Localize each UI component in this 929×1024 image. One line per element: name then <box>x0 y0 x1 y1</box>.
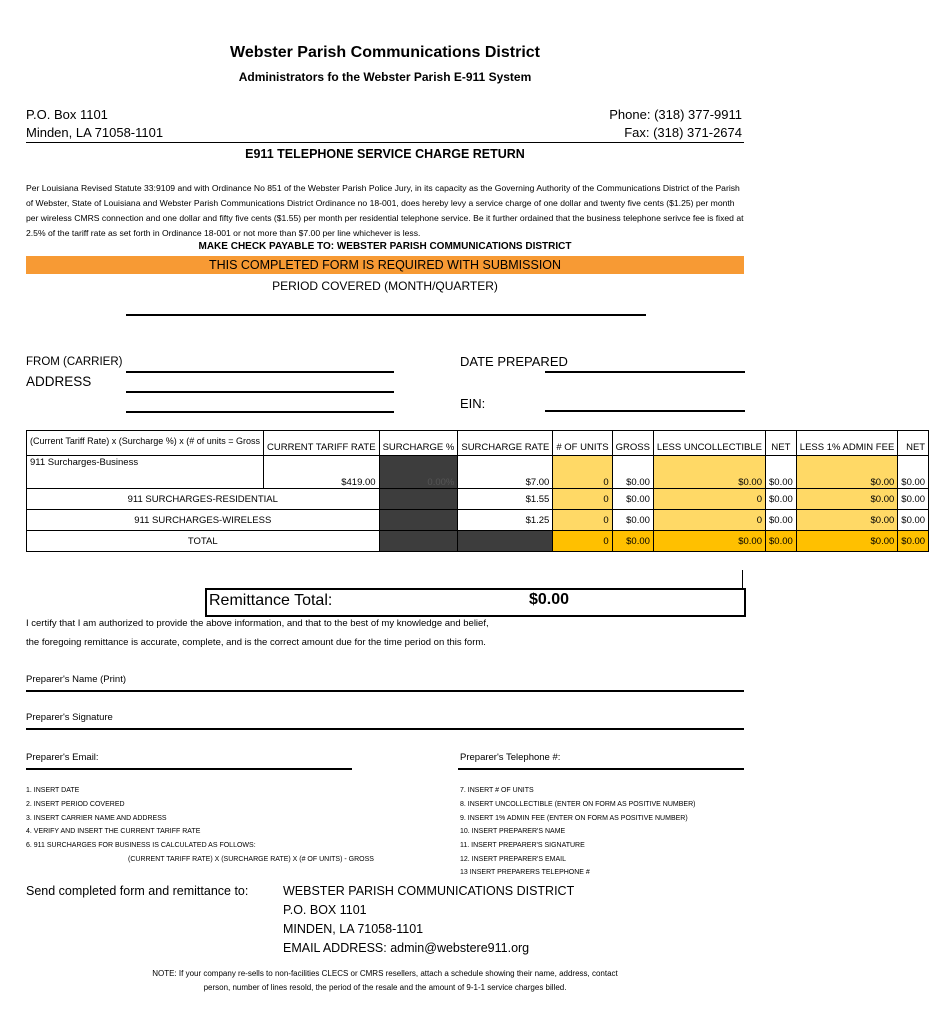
period-label: PERIOD COVERED (MONTH/QUARTER) <box>272 279 498 293</box>
divider <box>26 142 744 143</box>
header-uncollectible: LESS UNCOLLECTIBLE <box>653 431 765 456</box>
preparer-name-line[interactable] <box>26 690 744 692</box>
header-net-final: NET <box>898 431 929 456</box>
residential-units[interactable]: 0 <box>553 489 612 510</box>
header-admin-fee: LESS 1% ADMIN FEE <box>796 431 898 456</box>
table-header-row <box>27 431 929 456</box>
wireless-uncollectible[interactable]: 0 <box>653 510 765 531</box>
instruction-12: 12. INSERT PREPARER'S EMAIL <box>460 856 566 863</box>
instruction-13: 13 INSERT PREPARERS TELEPHONE # <box>460 869 590 876</box>
remittance-value: $0.00 <box>529 591 570 608</box>
instruction-6-formula: (CURRENT TARIFF RATE) X (SURCHARGE RATE) X (# OF UNITS) - GROSS <box>128 856 374 863</box>
page-subtitle: Administrators fo the Webster Parish E-911 System <box>238 70 532 84</box>
table-row-business <box>27 456 929 489</box>
phone-number: Phone: (318) 377-9911 <box>609 107 742 122</box>
instruction-1: 1. INSERT DATE <box>26 787 80 794</box>
wireless-rate: $1.25 <box>458 510 553 531</box>
send-to-label: Send completed form and remittance to: <box>26 884 249 898</box>
preparer-signature-label: Preparer's Signature <box>26 712 113 723</box>
business-surcharge-pct: 0.00% <box>379 456 458 489</box>
row-label: 911 SURCHARGES-RESIDENTIAL <box>27 489 380 510</box>
send-to-line-3: MINDEN, LA 71058-1101 <box>283 922 424 936</box>
date-prepared-label: DATE PREPARED <box>460 354 568 369</box>
form-title: E911 TELEPHONE SERVICE CHARGE RETURN <box>245 147 525 161</box>
preparer-email-label: Preparer's Email: <box>26 752 99 763</box>
total-blank-2 <box>458 531 553 552</box>
total-net-final: $0.00 <box>898 531 929 552</box>
address-label: ADDRESS <box>26 374 92 389</box>
date-input-line[interactable] <box>545 371 745 373</box>
wireless-blank <box>379 510 458 531</box>
table-row-wireless <box>27 510 929 531</box>
residential-uncollectible[interactable]: 0 <box>653 489 765 510</box>
from-carrier-label: FROM (CARRIER) <box>26 356 123 368</box>
header-gross: GROSS <box>612 431 653 456</box>
business-tariff[interactable]: $419.00 <box>264 456 380 489</box>
business-net: $0.00 <box>766 456 797 489</box>
instruction-8: 8. INSERT UNCOLLECTIBLE (ENTER ON FORM AS POSITIVE NUMBER) <box>460 801 696 808</box>
header-current-tariff: CURRENT TARIFF RATE <box>264 431 380 456</box>
business-admin[interactable]: $0.00 <box>796 456 898 489</box>
fax-number: Fax: (318) 371-2674 <box>624 125 742 140</box>
residential-blank <box>379 489 458 510</box>
row-label: 911 Surcharges-Business <box>27 456 264 489</box>
wireless-units[interactable]: 0 <box>553 510 612 531</box>
instruction-11: 11. INSERT PREPARER'S SIGNATURE <box>460 842 585 849</box>
preparer-name-label: Preparer's Name (Print) <box>26 674 127 685</box>
note-line-1: NOTE: If your company re-sells to non-facilities CLECS or CMRS resellers, attach a schedule showing their name, address, contact <box>152 969 618 978</box>
city-address: Minden, LA 71058-1101 <box>26 125 164 140</box>
residential-net: $0.00 <box>766 489 797 510</box>
total-admin: $0.00 <box>796 531 898 552</box>
note-line-2: person, number of lines resold, the period of the resale and the amount of 9-1-1 service charges billed. <box>203 983 567 992</box>
business-units[interactable]: 0 <box>553 456 612 489</box>
residential-rate: $1.55 <box>458 489 553 510</box>
wireless-net-final: $0.00 <box>898 510 929 531</box>
po-box: P.O. Box 1101 <box>26 107 108 122</box>
row-label: 911 SURCHARGES-WIRELESS <box>27 510 380 531</box>
address-input-line-2[interactable] <box>126 411 394 413</box>
residential-admin[interactable]: $0.00 <box>796 489 898 510</box>
period-input-line[interactable] <box>126 314 646 316</box>
header-surcharge-pct: SURCHARGE % <box>379 431 458 456</box>
statute-paragraph: Per Louisiana Revised Statute 33:9109 and with Ordinance No 851 of the Webster Parish Police Jury, in its capacity as the Governing Authority of the Communications District of the Parish of Webster, State of Louisiana and Webster Parish Communications District Ordinance no 18-001, does hereby levy a service charge of one dollar and twenty five cents ($1.25) per month per wireless CMRS connection and one dollar and fifty five cents ($1.55) per month per residential telephone service. Be it further ordained that the business telephone serivce fee is fixed at 2.5% of the tariff rate as set forth in Ordinance 18-001 or not more than $7.00 per line whichever is less. <box>26 183 744 238</box>
header-net: NET <box>766 431 797 456</box>
instruction-10: 10. INSERT PREPARER'S NAME <box>460 828 566 835</box>
carrier-input-line[interactable] <box>126 371 394 373</box>
wireless-admin[interactable]: $0.00 <box>796 510 898 531</box>
total-blank-1 <box>379 531 458 552</box>
business-net-final: $0.00 <box>898 456 929 489</box>
instruction-2: 2. INSERT PERIOD COVERED <box>26 801 125 808</box>
preparer-phone-line[interactable] <box>458 768 744 770</box>
instruction-7: 7. INSERT # OF UNITS <box>460 787 534 794</box>
instruction-6: 6. 911 SURCHARGES FOR BUSINESS IS CALCULATED AS FOLLOWS: <box>26 842 256 849</box>
instruction-3: 3. INSERT CARRIER NAME AND ADDRESS <box>26 815 167 822</box>
preparer-signature-line[interactable] <box>26 728 744 730</box>
residential-net-final: $0.00 <box>898 489 929 510</box>
business-gross: $0.00 <box>612 456 653 489</box>
wireless-net: $0.00 <box>766 510 797 531</box>
table-row-total <box>27 531 929 552</box>
header-formula: (Current Tariff Rate) x (Surcharge %) x (# of units = Gross <box>27 431 264 456</box>
required-banner: THIS COMPLETED FORM IS REQUIRED WITH SUBMISSION <box>26 256 744 274</box>
page-title: Webster Parish Communications District <box>230 44 540 61</box>
payable-notice: MAKE CHECK PAYABLE TO: WEBSTER PARISH COMMUNICATIONS DISTRICT <box>198 241 572 252</box>
remittance-total-box <box>205 588 746 617</box>
total-units: 0 <box>553 531 612 552</box>
residential-gross: $0.00 <box>612 489 653 510</box>
wireless-gross: $0.00 <box>612 510 653 531</box>
certify-line-1: I certify that I am authorized to provide the above information, and that to the best of my knowledge and belief, <box>26 618 489 629</box>
preparer-phone-label: Preparer's Telephone #: <box>460 752 561 763</box>
ein-input-line[interactable] <box>545 410 745 412</box>
send-to-email: EMAIL ADDRESS: admin@webstere911.org <box>283 941 530 955</box>
instruction-4: 4. VERIFY AND INSERT THE CURRENT TARIFF RATE <box>26 828 201 835</box>
table-edge <box>742 570 743 590</box>
send-to-line-2: P.O. BOX 1101 <box>283 903 367 917</box>
instruction-9: 9. INSERT 1% ADMIN FEE (ENTER ON FORM AS POSITIVE NUMBER) <box>460 815 688 822</box>
preparer-email-line[interactable] <box>26 768 352 770</box>
total-net: $0.00 <box>766 531 797 552</box>
ein-label: EIN: <box>460 396 486 411</box>
header-surcharge-rate: SURCHARGE RATE <box>458 431 553 456</box>
business-rate: $7.00 <box>458 456 553 489</box>
address-input-line-1[interactable] <box>126 391 394 393</box>
header-units: # OF UNITS <box>553 431 612 456</box>
total-uncollectible: $0.00 <box>653 531 765 552</box>
table-row-residential <box>27 489 929 510</box>
certify-line-2: the foregoing remittance is accurate, complete, and is the correct amount due for the time period on this form. <box>26 637 486 648</box>
surcharge-table <box>26 430 929 552</box>
business-uncollectible[interactable]: $0.00 <box>653 456 765 489</box>
row-label: TOTAL <box>27 531 380 552</box>
total-gross: $0.00 <box>612 531 653 552</box>
remittance-label: Remittance Total: <box>209 592 333 609</box>
send-to-line-1: WEBSTER PARISH COMMUNICATIONS DISTRICT <box>283 884 575 898</box>
